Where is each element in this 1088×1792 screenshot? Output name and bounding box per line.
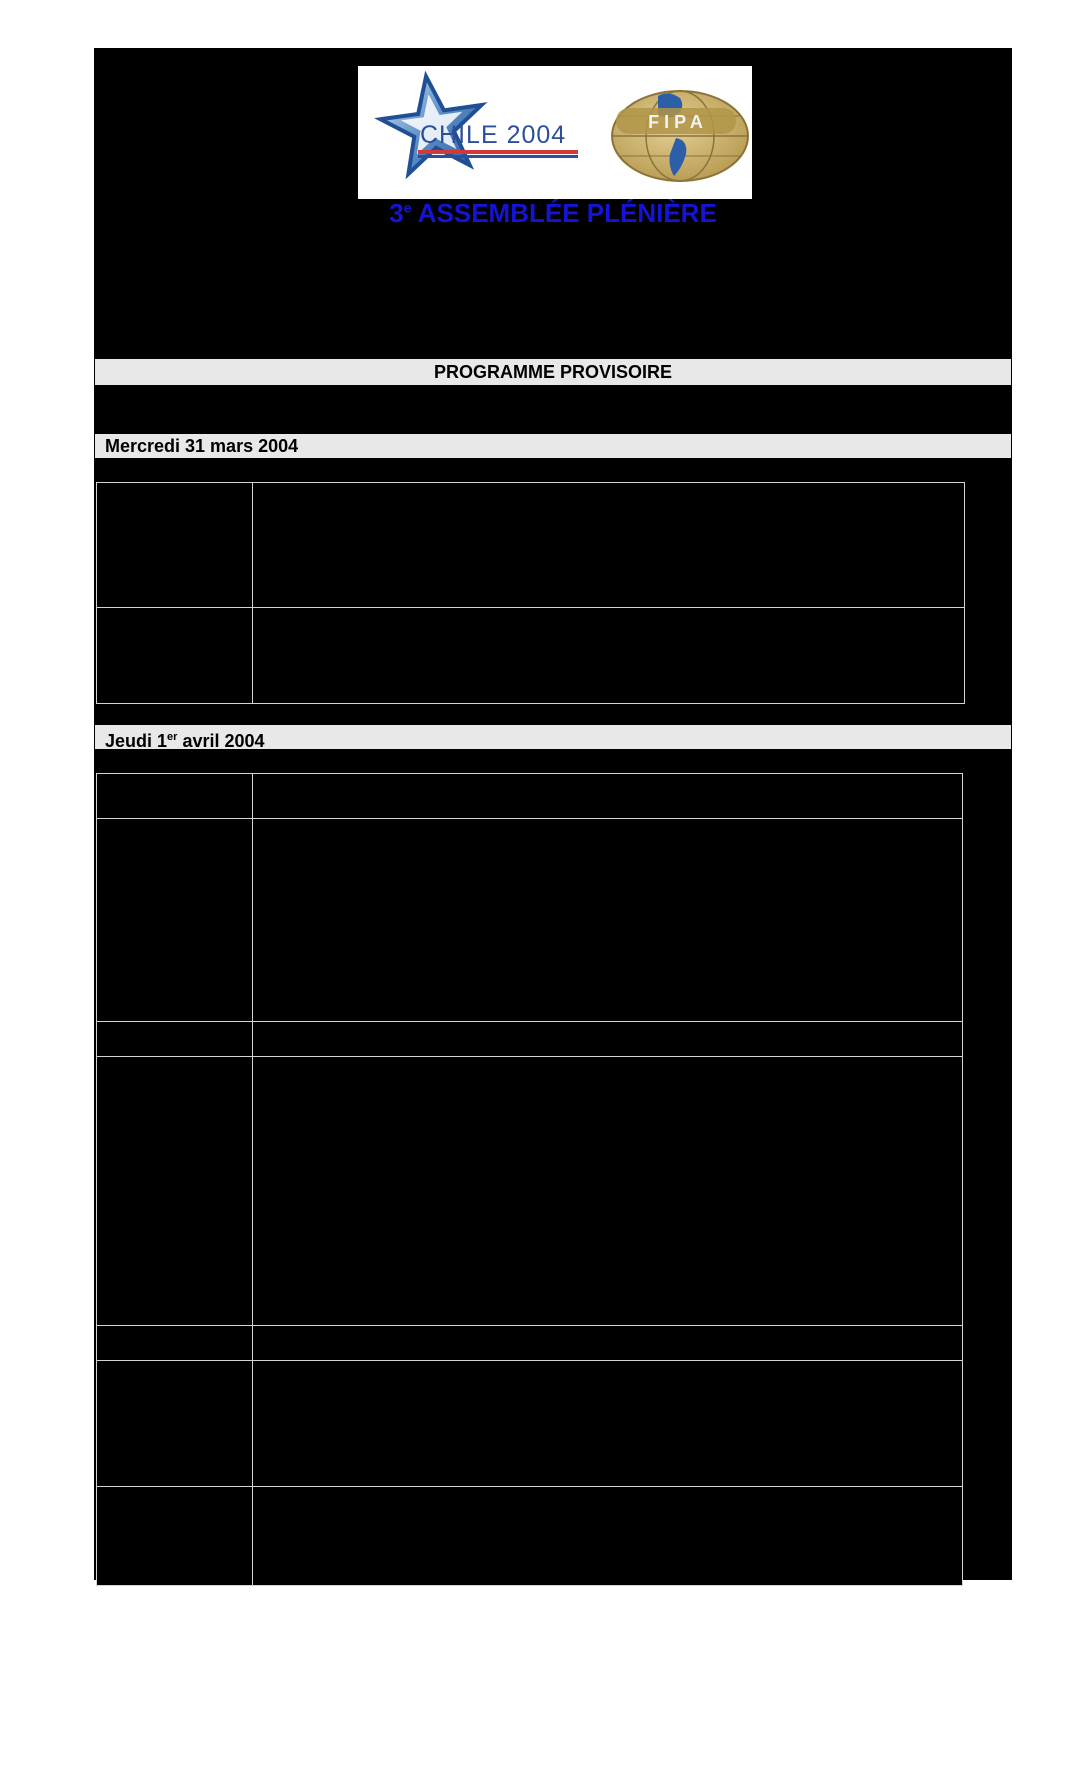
- table-row: [97, 1361, 963, 1487]
- time-cell: [97, 774, 253, 819]
- event-cell: [253, 483, 965, 608]
- day-label-main: Jeudi 1: [105, 731, 168, 751]
- event-cell: [253, 819, 963, 1022]
- time-cell: [97, 483, 253, 608]
- document-page: [94, 48, 1012, 1580]
- event-cell: [253, 1361, 963, 1487]
- time-cell: [97, 1022, 253, 1057]
- time-cell: [97, 1487, 253, 1586]
- assembly-title: [94, 198, 1012, 229]
- table-row: [97, 1057, 963, 1326]
- assembly-title-text: ASSEMBLÉE PLÉNIÈRE: [417, 198, 717, 228]
- table-row: [97, 1487, 963, 1586]
- table-row: [97, 1022, 963, 1057]
- time-cell: [97, 608, 253, 704]
- event-cell: [253, 774, 963, 819]
- assembly-suffix: e: [403, 199, 412, 216]
- event-cell: [253, 1487, 963, 1586]
- day-heading-thursday: [95, 725, 1011, 749]
- table-row: [97, 819, 963, 1022]
- assembly-number: 3: [389, 198, 404, 228]
- schedule-table-thursday: [96, 773, 963, 1586]
- programme-heading: PROGRAMME PROVISOIRE: [95, 359, 1011, 385]
- day-heading-wednesday: Mercredi 31 mars 2004: [95, 434, 1011, 458]
- time-cell: [97, 1361, 253, 1487]
- logo-globe-text: FIPA: [648, 112, 708, 132]
- table-row: [97, 1326, 963, 1361]
- event-cell: [253, 608, 965, 704]
- time-cell: [97, 819, 253, 1022]
- chile-2004-fipa-logo: [358, 66, 752, 199]
- event-cell: [253, 1022, 963, 1057]
- day-label-rest: avril 2004: [177, 731, 265, 751]
- day-label-sup: er: [167, 731, 178, 743]
- table-row: [97, 608, 965, 704]
- event-cell: [253, 1057, 963, 1326]
- table-row: [97, 774, 963, 819]
- time-cell: [97, 1057, 253, 1326]
- time-cell: [97, 1326, 253, 1361]
- schedule-table-wednesday: [96, 482, 965, 704]
- table-row: [97, 483, 965, 608]
- logo-text: CHILE 2004: [420, 121, 567, 149]
- event-cell: [253, 1326, 963, 1361]
